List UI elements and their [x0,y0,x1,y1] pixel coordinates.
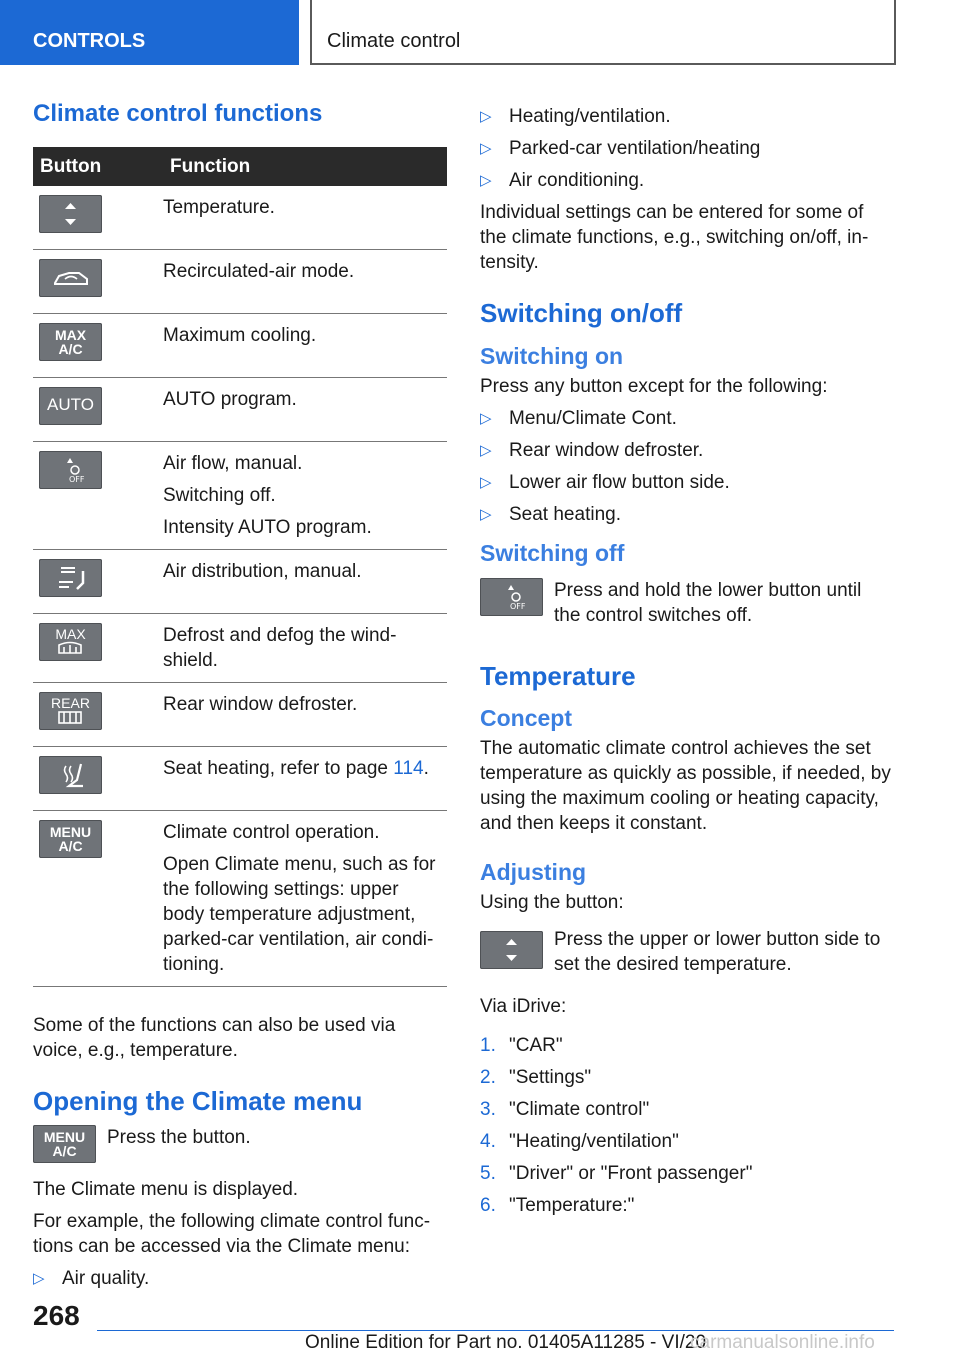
table-row [33,811,447,987]
table-header-button: Button [33,147,163,186]
list-item: ▷ Rear window defroster. [480,440,704,461]
list-item: ▷ Air conditioning. [480,170,645,191]
seat-heating-icon [39,756,102,794]
auto-icon: AUTO [39,387,102,425]
header-chapter-box [310,0,896,65]
concept-title: Concept [480,705,572,731]
switching-onoff-title: Switching on/off [480,298,683,328]
svg-text:OFF: OFF [69,475,85,484]
list-item: 5. "Driver" or "Front passenger" [480,1163,753,1184]
example-text: For example, the following climate control func‐ tions can be accessed via the Climate menu: [33,1211,431,1257]
row-text: Seat heating, refer to page 114. [163,758,429,779]
left-column [33,100,447,1298]
row-text: Recirculated-air mode. [163,261,355,282]
voice-note: Some of the functions can also be used via voice, e.g., temperature. [33,1015,396,1061]
row-text: AUTO program. [163,389,297,410]
idrive-label: Via iDrive: [480,996,567,1017]
switching-on-text: Press any button except for the following: [480,376,828,397]
press-button-text: Press the button. [107,1127,251,1148]
table-row [33,186,447,250]
list-item: ▷ Heating/ventilation. [480,106,671,127]
switching-off-title: Switching off [480,540,625,566]
footer-divider [97,1330,894,1331]
row-text: Defrost and defog the wind‐ shield. [163,625,397,671]
table-row [33,614,447,683]
adjusting-button-text: Press the upper or lower button side to set the desired temperature. [554,929,881,975]
row-text: Intensity AUTO program. [163,517,372,538]
switching-on-title: Switching on [480,343,624,369]
example-list [33,1266,447,1291]
rear-defrost-icon: REAR [39,692,102,730]
idrive-steps [480,1033,900,1218]
list-item: ▷ Seat heating. [480,504,621,525]
header-section-tab [0,0,299,65]
switching-on-list [480,406,900,527]
page-link[interactable]: 114 [393,758,424,779]
functions-table [33,147,447,987]
max-ac-icon: MAX A/C [39,323,102,361]
row-text: Switching off. [163,485,276,506]
max-defrost-icon: MAX [39,623,102,661]
climate-functions-title: Climate control functions [33,100,323,127]
list-item: 4. "Heating/ventilation" [480,1131,679,1152]
recirculation-car-icon [39,259,102,297]
row-text: Air distribution, manual. [163,561,362,582]
list-item: 1. "CAR" [480,1035,563,1056]
footer-watermark: carmanualsonline.info [690,1332,875,1353]
list-item: ▷ Air quality. [33,1268,150,1289]
row-text: Rear window defroster. [163,694,358,715]
fan-off-icon [39,451,102,489]
adjusting-row [480,927,900,977]
temperature-rocker-icon [39,195,102,233]
footer-edition: Online Edition for Part no. 01405A11285 - VI/20 [305,1332,707,1353]
menu-ac-icon: MENU A/C [39,820,102,858]
top-list [480,104,900,193]
list-item: 2. "Settings" [480,1067,592,1088]
table-row [33,683,447,747]
press-button-row [33,1125,447,1163]
row-text: Temperature. [163,197,275,218]
svg-text:OFF: OFF [510,602,526,611]
air-distribution-icon [39,559,102,597]
switching-off-row [480,578,900,628]
table-row [33,250,447,314]
menu-ac-icon: MENU A/C [33,1125,96,1163]
header-chapter-label: Climate control [327,30,461,52]
page-number: 268 [33,1300,80,1331]
fan-off-icon [480,578,543,616]
table-row [33,314,447,378]
menu-displayed-text: The Climate menu is displayed. [33,1179,299,1200]
table-header-function: Function [163,147,447,186]
list-item: ▷ Menu/Climate Cont. [480,408,677,429]
row-text: Maximum cooling. [163,325,317,346]
list-item: 6. "Temperature:" [480,1195,635,1216]
table-row [33,550,447,614]
adjusting-text: Using the button: [480,892,624,913]
individual-settings-text: Individual settings can be entered for some of the climate functions, e.g., switching on/off, in‐ tensity. [480,202,869,273]
row-text: Climate control operation. [163,822,380,843]
temperature-rocker-icon [480,931,543,969]
adjusting-title: Adjusting [480,859,587,885]
table-row [33,378,447,442]
table-row [33,747,447,811]
switching-off-text: Press and hold the lower button until the control switches off. [554,580,862,626]
list-item: ▷ Lower air flow button side. [480,472,730,493]
right-column [480,100,900,1225]
concept-text: The automatic climate control achieves the set temperature as quickly as possible, if needed, by using the maximum cooling or heating capacity, and then keeps it constant. [480,738,891,834]
row-text: Open Climate menu, such as for the following settings: upper body temperature adjustment, parked-car ventilation, air condi‐ tioning. [163,854,436,975]
list-item: ▷ Parked-car ventilation/heating [480,138,761,159]
header-section-label: CONTROLS [33,30,146,52]
list-item: 3. "Climate control" [480,1099,650,1120]
row-text: Air flow, manual. [163,453,303,474]
opening-menu-title: Opening the Climate menu [33,1086,363,1116]
table-row [33,442,447,550]
temperature-title: Temperature [480,661,636,691]
